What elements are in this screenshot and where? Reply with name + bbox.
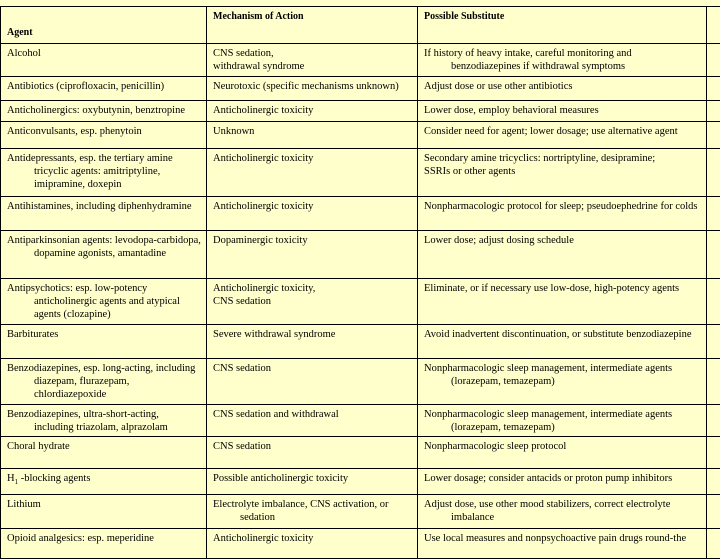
cell-mechanism: [207, 405, 418, 437]
mechanism-text: Neurotoxic (specific mechanisms unknown): [213, 80, 412, 93]
table-row: [1, 279, 720, 325]
agent-text: Alcohol: [7, 47, 201, 60]
substitute-text: Lower dosage; consider antacids or proton pump inhibitors: [424, 472, 701, 485]
cell-agent: [1, 101, 207, 122]
cell-substitute: [418, 101, 707, 122]
cell-substitute: [418, 437, 707, 469]
cell-mechanism: [207, 495, 418, 529]
agent-text: Choral hydrate: [7, 440, 201, 453]
cell-agent: [1, 44, 207, 77]
mechanism-text: Unknown: [213, 125, 412, 138]
cell-agent: [1, 231, 207, 279]
cell-extra: [707, 101, 720, 122]
agent-text: Anticonvulsants, esp. phenytoin: [7, 125, 201, 138]
mechanism-text: Anticholinergic toxicity: [213, 532, 412, 545]
cell-mechanism: [207, 437, 418, 469]
cell-substitute: [418, 279, 707, 325]
cell-extra: [707, 529, 720, 559]
cell-mechanism: [207, 469, 418, 495]
substitute-text: Avoid inadvertent discontinuation, or substitute benzodiazepine: [424, 328, 701, 341]
table-row: [1, 149, 720, 197]
substitute-text: Nonpharmacologic sleep protocol: [424, 440, 701, 453]
cell-extra: [707, 359, 720, 405]
substitute-text: Consider need for agent; lower dosage; use alternative agent: [424, 125, 701, 138]
cell-mechanism: [207, 122, 418, 149]
substitute-text: Adjust dose or use other antibiotics: [424, 80, 701, 93]
cell-extra: [707, 44, 720, 77]
cell-agent: [1, 149, 207, 197]
table-row: [1, 437, 720, 469]
cell-substitute: [418, 325, 707, 359]
substitute-text: Nonpharmacologic sleep management, intermediate agents (lorazepam, temazepam): [424, 408, 701, 434]
cell-agent: [1, 495, 207, 529]
header-mechanism: Mechanism of Action: [207, 7, 418, 44]
cell-mechanism: [207, 149, 418, 197]
drug-substitute-table: [0, 6, 720, 559]
cell-extra: [707, 77, 720, 101]
table-row: [1, 495, 720, 529]
table-row: [1, 359, 720, 405]
mechanism-text: CNS sedation: [213, 295, 412, 308]
mechanism-text: Severe withdrawal syndrome: [213, 328, 412, 341]
mechanism-text: Anticholinergic toxicity: [213, 200, 412, 213]
cell-substitute: [418, 77, 707, 101]
table-row: [1, 77, 720, 101]
cell-substitute: [418, 197, 707, 231]
cell-substitute: [418, 405, 707, 437]
table-row: [1, 529, 720, 559]
mechanism-text: CNS sedation and withdrawal: [213, 408, 412, 421]
table-row: [1, 231, 720, 279]
cell-substitute: [418, 149, 707, 197]
cell-extra: [707, 149, 720, 197]
agent-text: Antidepressants, esp. the tertiary amine tricyclic agents: amitriptyline, imipramine, doxepin: [7, 152, 201, 191]
mechanism-text: Anticholinergic toxicity: [213, 104, 412, 117]
cell-substitute: [418, 469, 707, 495]
cell-substitute: [418, 495, 707, 529]
header-extra: [707, 7, 720, 44]
agent-text: Lithium: [7, 498, 201, 511]
cell-agent: [1, 122, 207, 149]
cell-substitute: [418, 359, 707, 405]
cell-agent: [1, 77, 207, 101]
cell-mechanism: [207, 77, 418, 101]
agent-text: Antipsychotics: esp. low-potency anticholinergic agents and atypical agents (clozapine): [7, 282, 201, 321]
substitute-text: Nonpharmacologic sleep management, intermediate agents (lorazepam, temazepam): [424, 362, 701, 388]
cell-extra: [707, 231, 720, 279]
cell-agent: [1, 279, 207, 325]
cell-mechanism: [207, 101, 418, 122]
mechanism-text: CNS sedation: [213, 362, 412, 375]
header-substitute: Possible Substitute: [418, 7, 707, 44]
cell-mechanism: [207, 359, 418, 405]
substitute-text: Secondary amine tricyclics: nortriptyline, desipramine;: [424, 152, 701, 165]
substitute-text: Use local measures and nonpsychoactive pain drugs round-the: [424, 532, 701, 545]
table-row: [1, 122, 720, 149]
cell-substitute: [418, 231, 707, 279]
table-row: [1, 44, 720, 77]
cell-mechanism: [207, 325, 418, 359]
header-agent: Agent: [1, 7, 207, 44]
cell-extra: [707, 469, 720, 495]
agent-text: Opioid analgesics: esp. meperidine: [7, 532, 201, 545]
cell-extra: [707, 122, 720, 149]
agent-text: Barbiturates: [7, 328, 201, 341]
cell-extra: [707, 437, 720, 469]
agent-text: $H_1$ -blocking agents: [7, 472, 201, 489]
agent-text: Benzodiazepines, esp. long-acting, including diazepam, flurazepam, chlordiazepoxide: [7, 362, 201, 401]
mechanism-text: Anticholinergic toxicity: [213, 152, 412, 165]
cell-extra: [707, 197, 720, 231]
agent-text: Anticholinergics: oxybutynin, benztropine: [7, 104, 201, 117]
cell-substitute: [418, 44, 707, 77]
substitute-text: Lower dose, employ behavioral measures: [424, 104, 701, 117]
mechanism-text: withdrawal syndrome: [213, 60, 412, 73]
substitute-text: If history of heavy intake, careful monitoring and benzodiazepines if withdrawal symptoms: [424, 47, 701, 73]
mechanism-text: CNS sedation,: [213, 47, 412, 60]
substitute-text: Adjust dose, use other mood stabilizers, correct electrolyte imbalance: [424, 498, 701, 524]
agent-text: Benzodiazepines, ultra-short-acting, including triazolam, alprazolam: [7, 408, 201, 434]
table-row: [1, 197, 720, 231]
table-row: [1, 325, 720, 359]
cell-agent: [1, 529, 207, 559]
substitute-text: Nonpharmacologic protocol for sleep; pseudoephedrine for colds: [424, 200, 701, 213]
agent-text: Antiparkinsonian agents: levodopa-carbidopa, dopamine agonists, amantadine: [7, 234, 201, 260]
cell-mechanism: [207, 231, 418, 279]
cell-mechanism: [207, 279, 418, 325]
table-row: [1, 101, 720, 122]
mechanism-text: Possible anticholinergic toxicity: [213, 472, 412, 485]
cell-extra: [707, 325, 720, 359]
substitute-text: Lower dose; adjust dosing schedule: [424, 234, 701, 247]
table-header-row: [1, 7, 720, 44]
table-row: [1, 469, 720, 495]
cell-substitute: [418, 122, 707, 149]
substitute-text: Eliminate, or if necessary use low-dose, high-potency agents: [424, 282, 701, 295]
cell-mechanism: [207, 44, 418, 77]
cell-extra: [707, 405, 720, 437]
cell-extra: [707, 279, 720, 325]
cell-agent: [1, 469, 207, 495]
cell-extra: [707, 495, 720, 529]
cell-mechanism: [207, 197, 418, 231]
table-row: [1, 405, 720, 437]
mechanism-text: CNS sedation: [213, 440, 412, 453]
cell-agent: [1, 197, 207, 231]
cell-substitute: [418, 529, 707, 559]
cell-agent: [1, 437, 207, 469]
mechanism-text: Anticholinergic toxicity,: [213, 282, 412, 295]
cell-agent: [1, 325, 207, 359]
mechanism-text: Dopaminergic toxicity: [213, 234, 412, 247]
mechanism-text: Electrolyte imbalance, CNS activation, or sedation: [213, 498, 412, 524]
cell-agent: [1, 405, 207, 437]
cell-mechanism: [207, 529, 418, 559]
agent-text: Antihistamines, including diphenhydramine: [7, 200, 201, 213]
cell-agent: [1, 359, 207, 405]
substitute-text: SSRIs or other agents: [424, 165, 701, 178]
agent-text: Antibiotics (ciprofloxacin, penicillin): [7, 80, 201, 93]
